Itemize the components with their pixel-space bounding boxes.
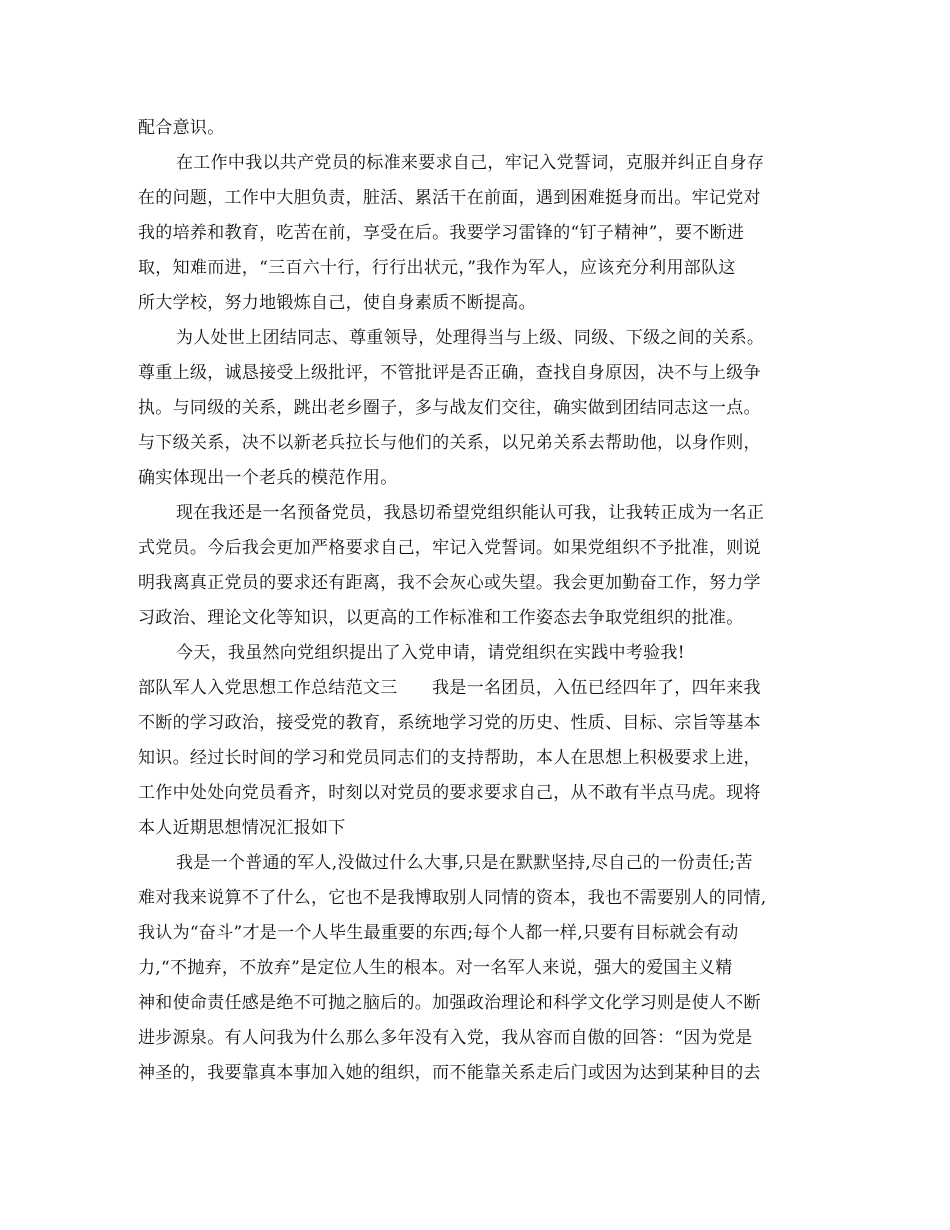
text-line: 我的培养和教育，吃苦在前，享受在后。我要学习雷锋的“钉子精神”，要不断进 — [138, 223, 745, 243]
text-line: 在工作中我以共产党员的标准来要求自己，牢记入党誓词，克服并纠正自身存 — [176, 153, 765, 173]
text-line: 尊重上级，诚恳接受上级批评，不管批评是否正确，查找自身原因，决不与上级争 — [138, 363, 761, 383]
text-line: 与下级关系，决不以新老兵拉长与他们的关系，以兄弟关系去帮助他，以身作则， — [138, 433, 761, 453]
text-line: 知识。经过长时间的学习和党员同志们的支持帮助，本人在思想上积极要求上进， — [138, 748, 761, 768]
text-line: 力,“不抛弃，不放弃”是定位人生的根本。对一名军人来说，强大的爱国主义精 — [138, 958, 733, 978]
text-line: 神圣的，我要靠真本事加入她的组织，而不能靠关系走后门或因为达到某种目的去 — [138, 1063, 761, 1083]
text-line: 不断的学习政治，接受党的教育，系统地学习党的历史、性质、目标、宗旨等基本 — [138, 713, 761, 733]
text-line: 我是一个普通的军人,没做过什么大事,只是在默默坚持,尽自己的一份责任;苦 — [176, 853, 753, 873]
text-line: 确实体现出一个老兵的模范作用。 — [138, 468, 398, 488]
text-line: 习政治、理论文化等知识，以更高的工作标准和工作姿态去争取党组织的批准。 — [138, 608, 744, 628]
text-line: 为人处世上团结同志、尊重领导，处理得当与上级、同级、下级之间的关系。 — [176, 328, 765, 348]
text-line: 明我离真正党员的要求还有距离，我不会灰心或失望。我会更加勤奋工作，努力学 — [138, 573, 761, 593]
text-line: 难对我来说算不了什么，它也不是我博取别人同情的资本，我也不需要别人的同情, — [138, 888, 767, 908]
text-line: 本人近期思想情况汇报如下 — [138, 818, 346, 838]
text-line: 部队军人入党思想工作总结范文三 我是一名团员，入伍已经四年了，四年来我 — [138, 678, 761, 698]
text-line: 配合意识。 — [138, 118, 225, 138]
text-line: 所大学校，努力地锻炼自己，使自身素质不断提高。 — [138, 293, 536, 313]
text-line: 式党员。今后我会更加严格要求自己，牢记入党誓词。如果党组织不予批准，则说 — [138, 538, 761, 558]
text-line: 在的问题，工作中大胆负责，脏活、累活干在前面，遇到困难挺身而出。牢记党对 — [138, 188, 761, 208]
text-line: 工作中处处向党员看齐，时刻以对党员的要求要求自己，从不敢有半点马虎。现将 — [138, 783, 761, 803]
text-line: 神和使命责任感是绝不可抛之脑后的。加强政治理论和科学文化学习则是使人不断 — [138, 993, 761, 1013]
text-line: 进步源泉。有人问我为什么那么多年没有入党，我从容而自傲的回答：“因为党是 — [138, 1028, 753, 1048]
text-line: 今天，我虽然向党组织提出了入党申请，请党组织在实践中考验我! — [176, 643, 685, 663]
text-line: 执。与同级的关系，跳出老乡圈子，多与战友们交往，确实做到团结同志这一点。 — [138, 398, 761, 418]
text-line: 我认为“奋斗”才是一个人毕生最重要的东西;每个人都一样,只要有目标就会有动 — [138, 923, 739, 943]
text-line: 现在我还是一名预备党员，我恳切希望党组织能认可我，让我转正成为一名正 — [176, 503, 765, 523]
text-line: 取，知难而进，“三百六十行，行行出状元，”我作为军人，应该充分利用部队这 — [138, 258, 736, 278]
